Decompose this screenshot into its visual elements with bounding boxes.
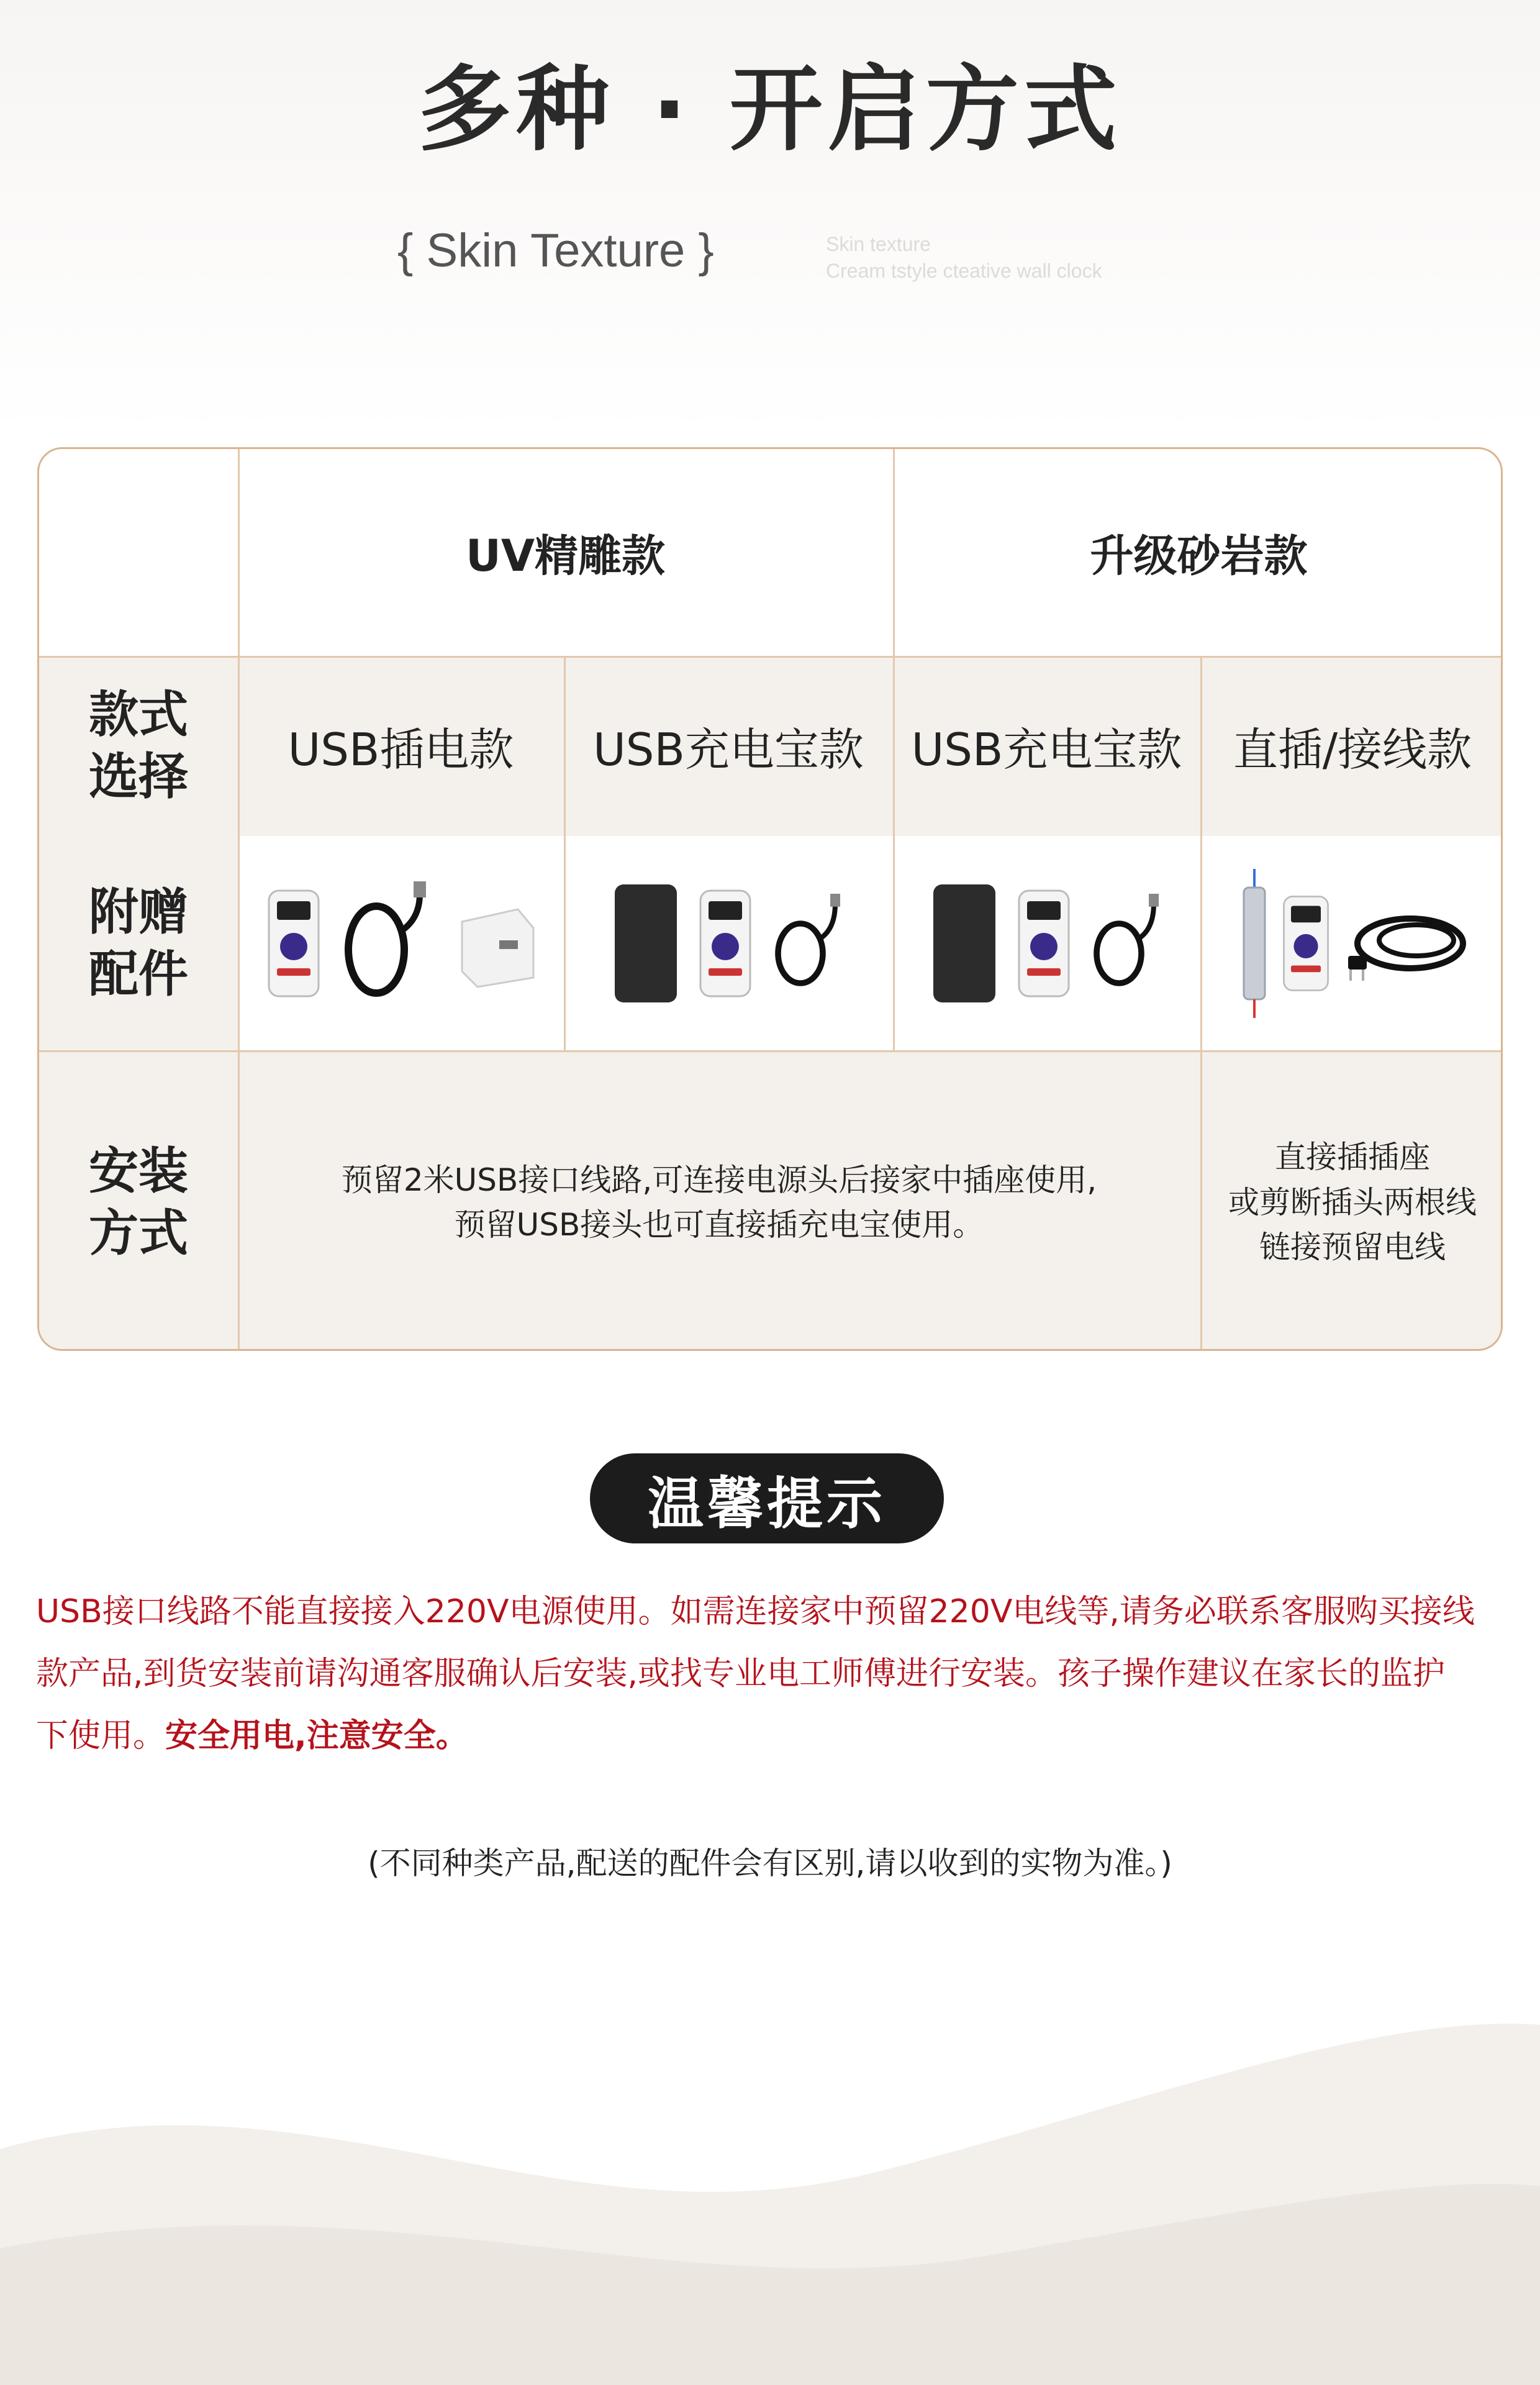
row-label-accessory-line2: 配件 bbox=[89, 945, 188, 1003]
install-usb-line1: 预留2米USB接口线路,可连接电源头后接家中插座使用, bbox=[341, 1161, 1097, 1198]
remote-icon bbox=[697, 888, 753, 999]
row-label-style-line1: 款式 bbox=[89, 686, 188, 743]
remote-icon bbox=[1281, 894, 1331, 993]
option-usb-plug[interactable]: USB插电款 bbox=[288, 724, 514, 776]
row-label-install-line1: 安装 bbox=[89, 1142, 188, 1200]
faint-caption-1: Skin texture bbox=[826, 233, 931, 255]
warning-line2: 款产品,到货安装前请沟通客服确认后安装,或找专业电工师傅进行安装。孩子操作建议在家长的监护 bbox=[36, 1655, 1446, 1692]
install-usb-text bbox=[238, 1050, 1200, 1351]
usb-cable-icon bbox=[1089, 881, 1164, 1006]
install-direct-text bbox=[1200, 1050, 1503, 1351]
accessory-note: (不同种类产品,配送的配件会有区别,请以收到的实物为准。) bbox=[368, 1845, 1172, 1881]
remote-icon bbox=[266, 888, 322, 999]
install-direct-line3: 链接预留电线 bbox=[1259, 1229, 1446, 1266]
power-bank-icon bbox=[612, 881, 680, 1006]
safety-reminder: 安全用电,注意安全。 bbox=[165, 1717, 468, 1755]
option-usb-powerbank-uv[interactable]: USB充电宝款 bbox=[593, 724, 864, 776]
grid-line bbox=[1200, 656, 1202, 1351]
bottom-wave-decoration bbox=[0, 1988, 1540, 2385]
led-controller-icon bbox=[1239, 869, 1270, 1018]
subtitle: { Skin Texture } bbox=[397, 224, 714, 277]
install-usb-line2: 预留USB接头也可直接插充电宝使用。 bbox=[454, 1207, 984, 1243]
usb-cable-icon bbox=[339, 881, 432, 1006]
warning-line3 bbox=[36, 1705, 1514, 1767]
grid-line bbox=[39, 656, 1503, 658]
accessories-usb-powerbank-uv bbox=[564, 836, 893, 1050]
grid-line bbox=[238, 449, 240, 1351]
row-label-install bbox=[39, 1050, 238, 1351]
power-bank-icon bbox=[930, 881, 999, 1006]
accessories-usb-powerbank-sandstone bbox=[893, 836, 1200, 1050]
plug-cable-icon bbox=[1342, 897, 1466, 990]
usb-adapter-icon bbox=[450, 897, 537, 990]
accessories-usb-plug bbox=[238, 836, 564, 1050]
install-direct-line1: 直接插插座 bbox=[1275, 1139, 1430, 1176]
row-label-style bbox=[39, 656, 238, 836]
grid-line bbox=[893, 449, 895, 1050]
row-label-style-line2: 选择 bbox=[89, 748, 188, 806]
row-label-install-line2: 方式 bbox=[89, 1204, 188, 1262]
grid-line bbox=[39, 1050, 1503, 1052]
option-direct-wire[interactable]: 直插/接线款 bbox=[1233, 724, 1472, 776]
accessories-direct-wire bbox=[1200, 836, 1503, 1050]
page-title: 多种 · 开启方式 bbox=[418, 56, 1122, 164]
col-group-uv: UV精雕款 bbox=[465, 530, 665, 581]
warning-line1: USB接口线路不能直接接入220V电源使用。如需连接家中预留220V电线等,请务必联系客服购买接线 bbox=[36, 1593, 1475, 1630]
remote-icon bbox=[1016, 888, 1072, 999]
col-group-sandstone: 升级砂岩款 bbox=[1090, 530, 1308, 581]
comparison-table bbox=[37, 447, 1503, 1351]
option-usb-powerbank-sandstone[interactable]: USB充电宝款 bbox=[911, 724, 1182, 776]
usb-cable-icon bbox=[771, 881, 845, 1006]
install-direct-line2: 或剪断插头两根线 bbox=[1228, 1184, 1477, 1220]
row-label-accessory-line1: 附赠 bbox=[89, 883, 188, 941]
warning-line3-start: 下使用。 bbox=[36, 1717, 166, 1755]
tips-label: 温馨提示 bbox=[590, 1453, 944, 1543]
grid-line bbox=[564, 656, 566, 1050]
faint-caption-2: Cream tstyle cteative wall clock bbox=[826, 260, 1102, 282]
row-label-accessory bbox=[39, 836, 238, 1050]
warning-text bbox=[36, 1581, 1514, 1767]
